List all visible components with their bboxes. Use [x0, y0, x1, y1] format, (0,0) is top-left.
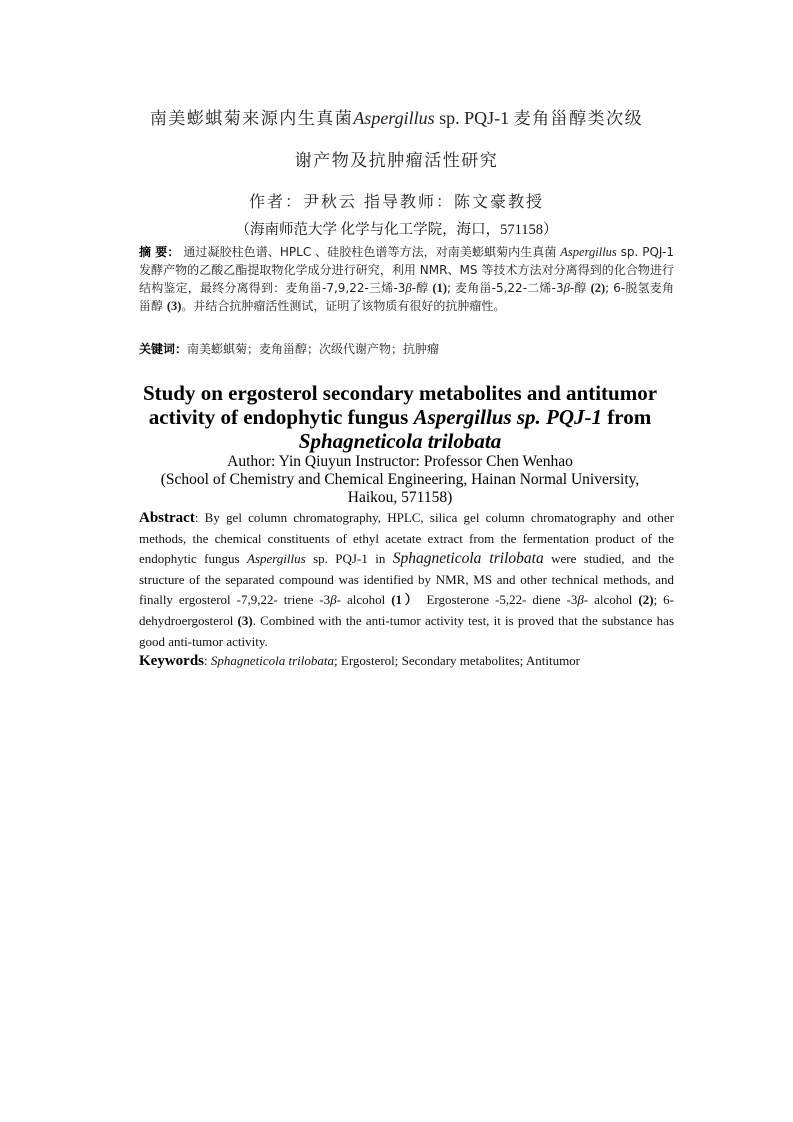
chinese-authors: 作者：尹秋云 指导教师：陈文豪教授 [248, 192, 545, 211]
english-authors: Author: Yin Qiuyun Instructor: Professor Chen Wenhao [227, 453, 573, 470]
chinese-title-line-2: 谢产物及抗肿瘤活性研究 [294, 151, 499, 171]
english-abstract-label: Abstract [139, 510, 195, 526]
english-title-line-2: activity of endophytic fungus Aspergillus sp. PQJ-1 from [148, 405, 652, 429]
chinese-title-line-1 [0, 104, 793, 129]
english-affiliation-line-2: Haikou, 571158) [347, 489, 453, 506]
chinese-affiliation: （海南师范大学 化学与化工学院，海口，571158） [235, 222, 558, 238]
english-title-line-1: Study on ergosterol secondary metabolites and antitumor [142, 381, 658, 405]
english-keywords-label: Keywords [139, 653, 204, 669]
english-abstract: Abstract: By gel column chromatography, HPLC, silica gel column chromatography and other methods, the chemical constituents of ethyl acetate extract from the fermentation product of the endophytic fungus Aspergillus sp. PQJ-1 in Sphagneticola trilobata were studied, and the structure of the separated compound was identified by NMR, MS and other technical methods, and finally ergosterol -7,9,22- triene -3β- alcohol (1） Ergosterone -5,22- diene -3β- alcohol (2); 6- dehydroergosterol (3). Combined with the anti-tumor activity test, it is proved that the substance has good anti-tumor activity. [139, 510, 675, 649]
chinese-keywords-label: 关键词： [139, 342, 188, 356]
english-author-block [130, 453, 670, 507]
chinese-keywords: 关键词：南美蟛蜞菊；麦角甾醇；次级代谢产物；抗肿瘤 [139, 342, 440, 356]
english-keywords: Keywords: Sphagneticola trilobata; Ergosterol; Secondary metabolites; Antitumor [139, 653, 581, 669]
title-text: 麦角甾醇类次级 [513, 109, 644, 129]
chinese-abstract: 摘 要： 通过凝胶柱色谱、HPLC 、硅胶柱色谱等方法，对南美蟛蜞菊内生真菌 Aspergillus sp. PQJ-1 发酵产物的乙酸乙酯提取物化学成分进行研究，利用 NMR、MS 等技术方法对分离得到的化合物进行结构鉴定，最终分离得到：麦角甾-7,9,22-三烯-3β-醇 (1); 麦角甾-5,22-二烯-3β-醇 (2); 6-脱氢麦角甾醇 (3)。并结合抗肿瘤活性测试，证明了该物质有很好的抗肿瘤性。 [139, 245, 674, 313]
title-text: 南美蟛蜞菊来源内生真菌 [149, 109, 354, 129]
title-strain: sp. PQJ-1 [434, 108, 514, 128]
title-genus: Aspergillus [353, 108, 435, 128]
chinese-abstract-label: 摘 要： [139, 245, 180, 259]
english-title-line-3: Sphagneticola trilobata [298, 429, 502, 453]
english-title [130, 381, 670, 453]
english-affiliation-line-1: (School of Chemistry and Chemical Engineering, Hainan Normal University, [160, 471, 640, 488]
